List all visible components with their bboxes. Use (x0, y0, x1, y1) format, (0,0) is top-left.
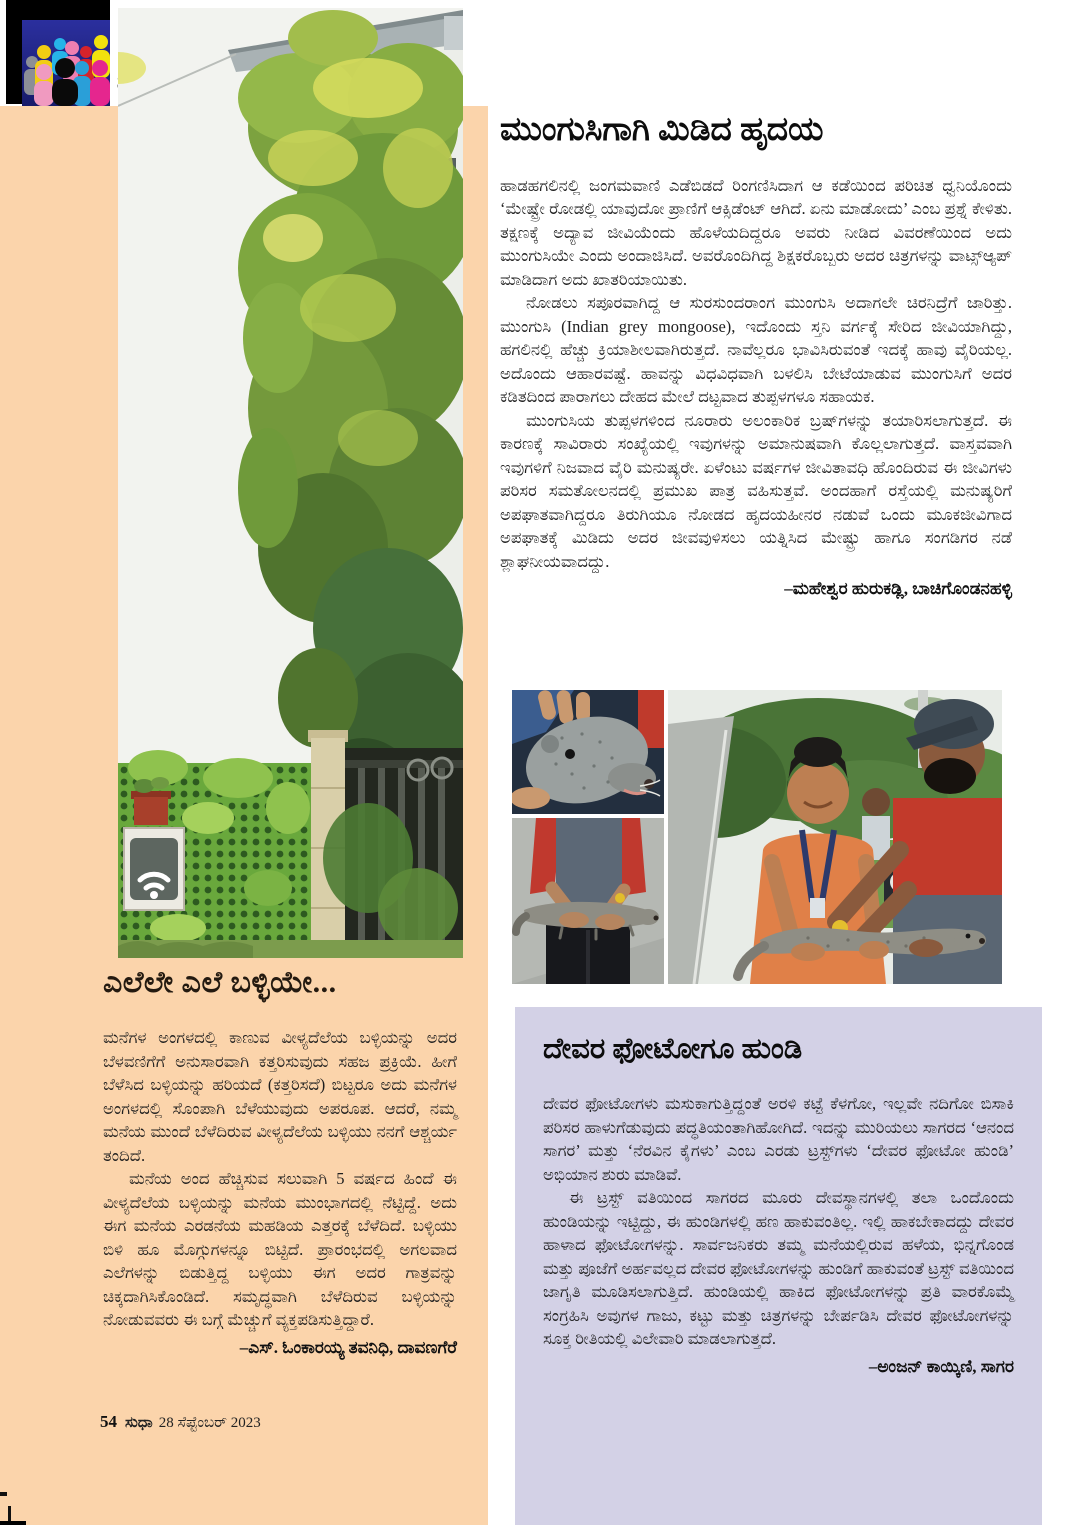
article-paragraph: ಮುಂಗುಸಿಯ ತುಪ್ಪಳಗಳಿಂದ ನೂರಾರು ಅಲಂಕಾರಿಕ ಬ್ರಷ್‌ಗಳನ್ನು ತಯಾರಿಸಲಾಗುತ್ತದೆ. ಈ ಕಾರಣಕ್ಕೆ ಸಾವಿರಾರು ಸಂಖ್ಯೆಯಲ್ಲಿ ಇವುಗಳನ್ನು ಅಮಾನುಷವಾಗಿ ಕೊಲ್ಲಲಾಗುತ್ತದೆ. ವಾಸ್ತವವಾಗಿ ಇವುಗಳಿಗೆ ನಿಜವಾದ ವೈರಿ ಮನುಷ್ಯರೇ. ಏಳೆಂಟು ವರ್ಷಗಳ ಜೀವಿತಾವಧಿ ಹೊಂದಿರುವ ಈ ಜೀವಿಗಳು ಪರಿಸರ ಸಮತೋಲನದಲ್ಲಿ ಪ್ರಮುಖ ಪಾತ್ರ ವಹಿಸುತ್ತವೆ. ಅಂದಹಾಗೆ ರಸ್ತೆಯಲ್ಲಿ ಮನುಷ್ಯರಿಗೆ ಅಪಘಾತವಾಗಿದ್ದರೂ ತಿರುಗಿಯೂ ನೋಡದ ಹೃದಯಹೀನರ ನಡುವೆ ಒಂದು ಮೂಕಜೀವಿಗಾದ ಅಪಘಾತಕ್ಕೆ ಮಿಡಿದು ಅದರ ಜೀವವುಳಿಸಲು ಯತ್ನಿಸಿದ ಮೇಷ್ಟ್ರು ಹಾಗೂ ಸಂಗಡಿಗರ ನಡೆ ಶ್ಲಾಘನೀಯವಾದದ್ದು. (500, 410, 1012, 571)
betel-vine-byline: –ಎಸ್. ಓಂಕಾರಯ್ಯ ತವನಿಧಿ, ದಾವಣಗೆರೆ (239, 1337, 457, 1357)
issue-date: 28 ಸೆಪ್ಟೆಂಬರ್ 2023 (158, 1415, 261, 1431)
article-paragraph: ದೇವರ ಫೋಟೋಗಳು ಮಸುಕಾಗುತ್ತಿದ್ದಂತೆ ಅರಳಿ ಕಟ್ಟೆ ಕೆಳಗೋ, ಇಲ್ಲವೇ ನದಿಗೋ ಬಿಸಾಕಿ ಪರಿಸರ ಹಾಳುಗೆಡುವುದು ಪದ್ಧತಿಯಂತಾಗಿಹೋಗಿದೆ. ಇದನ್ನು ಮುರಿಯಲು ಸಾಗರದ ‘ಆನಂದ ಸಾಗರ’ ಮತ್ತು ‘ನೆರವಿನ ಕೈಗಳು’ ಎಂಬ ಎರಡು ಟ್ರಸ್ಟ್‌ಗಳು ‘ದೇವರ ಫೋಟೋ ಹುಂಡಿ’ ಅಭಿಯಾನ ಶುರು ಮಾಡಿವೆ. (543, 1094, 1014, 1184)
page-number: 54 (100, 1412, 117, 1431)
mongoose-byline: –ಮಹೇಶ್ವರ ಹುರುಕಡ್ಲಿ, ಬಾಚಿಗೊಂಡನಹಳ್ಳಿ (784, 579, 1012, 599)
print-mark (8, 1506, 11, 1522)
photo-hundi-body (543, 1092, 1014, 1351)
article-paragraph: ಮನೆಗಳ ಅಂಗಳದಲ್ಲಿ ಕಾಣುವ ವೀಳ್ಯದೆಲೆಯ ಬಳ್ಳಿಯನ್ನು ಅದರ ಬೆಳವಣಿಗೆಗೆ ಅನುಸಾರವಾಗಿ ಕತ್ತರಿಸುವುದು ಸಹಜ ಪ್ರಕ್ರಿಯೆ. ಹೀಗೆ ಬೆಳೆಸಿದ ಬಳ್ಳಿಯನ್ನು ಹರಿಯದೆ (ಕತ್ತರಿಸದೆ) ಬಿಟ್ಟರೂ ಅದು ಮನೆಗಳ ಅಂಗಳದಲ್ಲಿ ಸೊಂಪಾಗಿ ಬೆಳೆಯುವುದು ಅಪರೂಪ. ಆದರೆ, ನಮ್ಮ ಮನೆಯ ಮುಂದೆ ಬೆಳೆದಿರುವ ವೀಳ್ಯದೆಲೆಯ ಬಳ್ಳಿಯು ನನಗೆ ಆಶ್ಚರ್ಯ ತಂದಿದೆ. (103, 1028, 457, 1165)
betel-vine-article (103, 966, 457, 1358)
people-crowd-icon (22, 20, 110, 106)
mongoose-title: ಮುಂಗುಸಿಗಾಗಿ ಮಿಡಿದ ಹೃದಯ (500, 112, 824, 148)
mongoose-body (500, 174, 1012, 574)
betel-vine-photo (118, 8, 463, 958)
mongoose-photo-collage (512, 690, 1002, 984)
wifi-icon (124, 828, 184, 910)
photo-hundi-title: ದೇವರ ಫೋಟೋಗೂ ಹುಂಡಿ (543, 1033, 803, 1065)
mongoose-article (500, 112, 1012, 599)
mongoose-closeup-photo (512, 690, 664, 814)
page-footer (100, 1412, 261, 1432)
mongoose-held-photo (512, 818, 664, 984)
magazine-name: ಸುಧಾ (125, 1415, 153, 1431)
print-mark (0, 1521, 26, 1525)
article-paragraph: ನೋಡಲು ಸಪೂರವಾಗಿದ್ದ ಆ ಸುರಸುಂದರಾಂಗ ಮುಂಗುಸಿ ಅದಾಗಲೇ ಚಿರನಿದ್ರೆಗೆ ಜಾರಿತ್ತು. ಮುಂಗುಸಿ (Indian grey mongoose), ಇದೊಂದು ಸ್ತನಿ ವರ್ಗಕ್ಕೆ ಸೇರಿದ ಜೀವಿಯಾಗಿದ್ದು, ಹಗಲಿನಲ್ಲಿ ಹೆಚ್ಚು ಕ್ರಿಯಾಶೀಲವಾಗಿರುತ್ತದೆ. ನಾವೆಲ್ಲರೂ ಭಾವಿಸಿರುವಂತೆ ಇದಕ್ಕೆ ಹಾವು ವೈರಿಯಲ್ಲ. ಅದೊಂದು ಆಹಾರವಷ್ಟೆ. ಹಾವನ್ನು ವಿಧವಿಧವಾಗಿ ಬಳಲಿಸಿ ಬೇಟೆಯಾಡುವ ಮುಂಗುಸಿಗೆ ಅದರ ಕಡಿತದಿಂದ ಪಾರಾಗಲು ದೇಹದ ಮೇಲೆ ದಟ್ಟವಾದ ತುಪ್ಪಳಗಳೂ ಸಹಾಯಕ. (500, 293, 1012, 407)
article-paragraph: ಮನೆಯ ಅಂದ ಹೆಚ್ಚಿಸುವ ಸಲುವಾಗಿ 5 ವರ್ಷದ ಹಿಂದೆ ಈ ವೀಳ್ಯದೆಲೆಯ ಬಳ್ಳಿಯನ್ನು ಮನೆಯ ಮುಂಭಾಗದಲ್ಲಿ ನೆಟ್ಟಿದ್ದೆ. ಅದು ಈಗ ಮನೆಯ ಎರಡನೆಯ ಮಹಡಿಯ ಎತ್ತರಕ್ಕೆ ಬೆಳೆದಿದೆ. ಬಳ್ಳಿಯು ಬಿಳಿ ಹೂ ಮೊಗ್ಗುಗಳನ್ನೂ ಬಿಟ್ಟಿದೆ. ಪ್ರಾರಂಭದಲ್ಲಿ ಅಗಲವಾದ ಎಲೆಗಳನ್ನು ಬಿಡುತ್ತಿದ್ದ ಬಳ್ಳಿಯು ಈಗ ಅದರ ಗಾತ್ರವನ್ನು ಚಿಕ್ಕದಾಗಿಸಿಕೊಂಡಿದೆ. ಸಮೃದ್ಧವಾಗಿ ಬೆಳೆದಿರುವ ಬಳ್ಳಿಯನ್ನು ನೋಡುವವರು ಈ ಬಗ್ಗೆ ಮೆಚ್ಚುಗೆ ವ್ಯಕ್ತಪಡಿಸುತ್ತಿದ್ದಾರೆ. (103, 1169, 457, 1329)
article-paragraph: ಈ ಟ್ರಸ್ಟ್ ವತಿಯಿಂದ ಸಾಗರದ ಮೂರು ದೇವಸ್ಥಾನಗಳಲ್ಲಿ ತಲಾ ಒಂದೊಂದು ಹುಂಡಿಯನ್ನು ಇಟ್ಟಿದ್ದು, ಈ ಹುಂಡಿಗಳಲ್ಲಿ ಹಣ ಹಾಕುವಂತಿಲ್ಲ. ಇಲ್ಲಿ ಹಾಕಬೇಕಾದದ್ದು ದೇವರ ಹಾಳಾದ ಫೋಟೋಗಳನ್ನು. ಸಾರ್ವಜನಿಕರು ತಮ್ಮ ಮನೆಯಲ್ಲಿರುವ ಹಳೆಯ, ಭಿನ್ನಗೊಂಡ ಮತ್ತು ಪೂಜೆಗೆ ಅರ್ಹವಲ್ಲದ ದೇವರ ಫೋಟೋಗಳನ್ನು ಹುಂಡಿಗೆ ಹಾಕುವಂತೆ ಟ್ರಸ್ಟ್ ವತಿಯಿಂದ ಜಾಗೃತಿ ಮೂಡಿಸಲಾಗುತ್ತಿದೆ. ಹುಂಡಿಯಲ್ಲಿ ಹಾಕಿದ ಫೋಟೋಗಳನ್ನು ಪ್ರತಿ ವಾರಕೊಮ್ಮೆ ಸಂಗ್ರಹಿಸಿ ಅವುಗಳ ಗಾಜು, ಕಟ್ಟು ಮತ್ತು ಚಿತ್ರಗಳನ್ನು ಬೇರ್ಪಡಿಸಿ ದೇವರ ಫೋಟೋಗಳನ್ನು ಸೂಕ್ತ ರೀತಿಯಲ್ಲಿ ವಿಲೇವಾರಿ ಮಾಡಲಾಗುತ್ತದೆ. (543, 1188, 1014, 1348)
section-logo (6, 0, 110, 104)
article-paragraph: ಹಾಡಹಗಲಿನಲ್ಲಿ ಜಂಗಮವಾಣಿ ಎಡೆಬಿಡದೆ ರಿಂಗಣಿಸಿದಾಗ ಆ ಕಡೆಯಿಂದ ಪರಿಚಿತ ಧ್ವನಿಯೊಂದು ‘ಮೇಷ್ಟ್ರೇ ರೋಡಲ್ಲಿ ಯಾವುದೋ ಪ್ರಾಣಿಗೆ ಆಕ್ಸಿಡೆಂಟ್ ಆಗಿದೆ. ಏನು ಮಾಡೋದು’ ಎಂಬ ಪ್ರಶ್ನೆ ಕೇಳಿತು. ತಕ್ಷಣಕ್ಕೆ ಅದ್ಯಾವ ಜೀವಿಯೆಂದು ಹೊಳೆಯದಿದ್ದರೂ ಅವರು ನೀಡಿದ ವಿವರಣೆಯಿಂದ ಅದು ಮುಂಗುಸಿಯೇ ಎಂದು ಅಂದಾಜಿಸಿದೆ. ಅವರೊಂದಿಗಿದ್ದ ಶಿಕ್ಷಕರೊಬ್ಬರು ಅದರ ಚಿತ್ರಗಳನ್ನು ವಾಟ್ಸ್‌ಆ್ಯಪ್ ಮಾಡಿದಾಗ ಅದು ಖಾತರಿಯಾಯಿತು. (500, 175, 1012, 289)
mongoose-rescue-photo (668, 690, 1002, 984)
photo-hundi-article (515, 1007, 1042, 1525)
betel-vine-body (103, 1026, 457, 1332)
photo-hundi-byline: –ಅಂಜನ್ ಕಾಯ್ಕಿಣಿ, ಸಾಗರ (868, 1356, 1014, 1376)
betel-vine-title: ಎಲೆಲೇ ಎಲೆ ಬಳ್ಳಿಯೇ... (103, 966, 337, 999)
print-mark (0, 1492, 7, 1496)
